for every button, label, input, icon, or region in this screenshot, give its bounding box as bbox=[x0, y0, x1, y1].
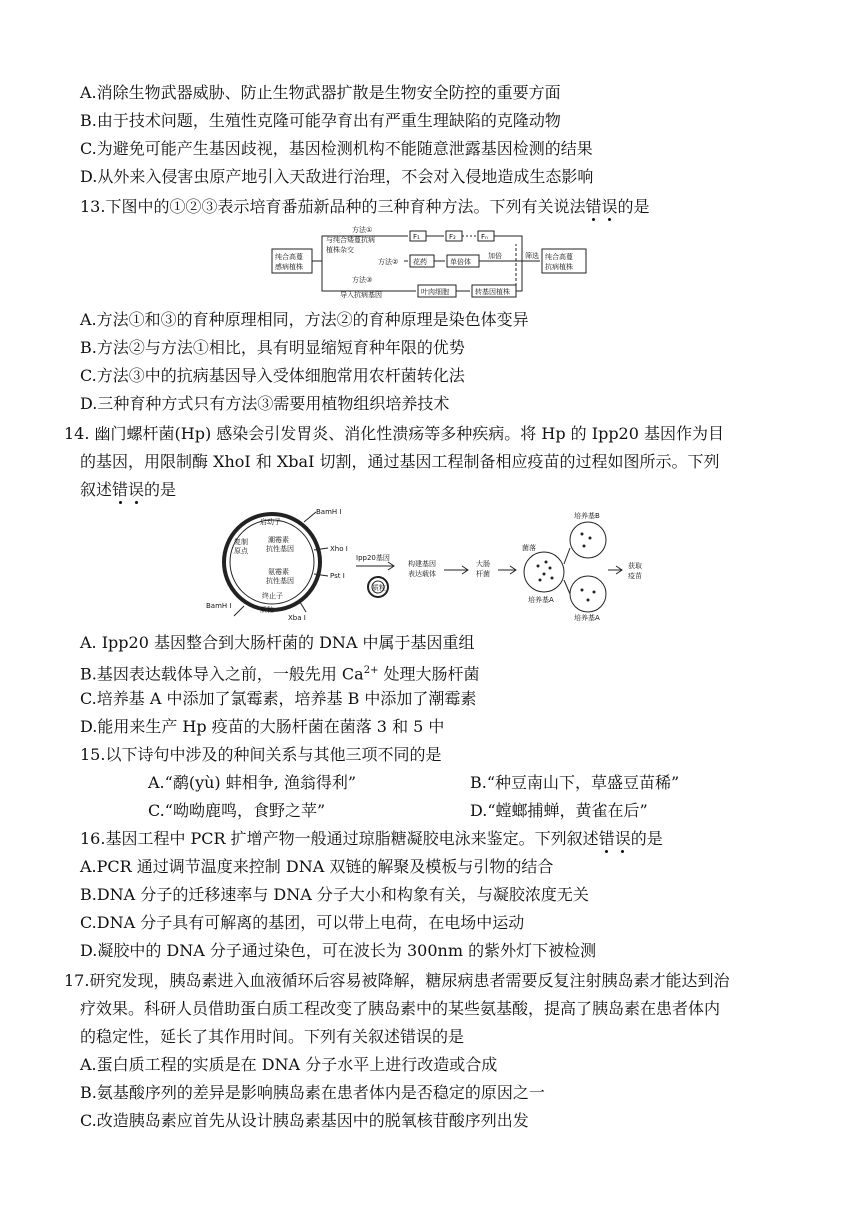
q14-fig-bamh1-bottom: BamH I bbox=[206, 602, 232, 610]
q14-stem-text: 叙述 bbox=[80, 480, 113, 499]
q16-stem-tail: 的是 bbox=[630, 829, 663, 848]
q13-option-b: B.方法②与方法①相比，具有明显缩短育种年限的优势 bbox=[80, 338, 465, 357]
q16-option-b: B.DNA 分子的迁移速率与 DNA 分子大小和构象有关，与凝胶浓度无关 bbox=[80, 885, 589, 904]
q13-fig-m1: 方法① bbox=[352, 226, 373, 234]
q13-fig-leaf: 叶肉细胞 bbox=[421, 288, 449, 296]
q13-fig-left-line2: 感病植株 bbox=[275, 263, 303, 271]
q14-option-d: D.能用来生产 Hp 疫苗的大肠杆菌在菌落 3 和 5 中 bbox=[80, 717, 445, 736]
q12-option-b: B.由于技术问题，生殖性克隆可能孕育出有严重生理缺陷的克隆动物 bbox=[80, 111, 561, 130]
q13-fig-fn: Fₙ bbox=[481, 233, 488, 241]
q14-fig-promoter: 启动子 bbox=[260, 518, 281, 526]
q13-fig-m1-line2: 与纯合矮蔓抗病 bbox=[326, 236, 375, 244]
q15-option-d: D.“螳螂捕蝉，黄雀在后” bbox=[470, 801, 648, 820]
q13-breeding-diagram bbox=[270, 222, 588, 300]
q14-option-b-tail: 处理大肠杆菌 bbox=[378, 664, 480, 684]
q13-stem-tail: 的是 bbox=[617, 197, 650, 216]
q14-fig-amp-line2: 抗性基因 bbox=[266, 577, 294, 585]
q13-fig-pollen: 花药 bbox=[413, 258, 427, 266]
q14-fig-ori-line1: 复制 bbox=[234, 538, 248, 546]
q14-fig-plasmid-label: 质粒 bbox=[260, 606, 274, 614]
q13-fig-f2: F₂ bbox=[449, 233, 456, 241]
q14-option-a: A. Ipp20 基因整合到大肠杆菌的 DNA 中属于基因重组 bbox=[80, 633, 475, 652]
q17-option-a: A.蛋白质工程的实质是在 DNA 分子水平上进行改造或合成 bbox=[80, 1055, 498, 1074]
q14-fig-construct-line1: 构建基因 bbox=[408, 560, 436, 568]
q13-fig-right-line2: 抗病植株 bbox=[545, 263, 573, 271]
q14-stem-emphasis bbox=[112, 480, 144, 499]
q16-stem bbox=[80, 828, 663, 850]
q14-fig-xho1: Xho I bbox=[330, 545, 348, 553]
q14-fig-pst1: Pst I bbox=[330, 572, 345, 580]
q16-stem-text: 16.基因工程中 PCR 扩增产物一般通过琼脂糖凝胶电泳来鉴定。下列叙述 bbox=[80, 829, 599, 848]
q13-stem bbox=[80, 196, 650, 218]
q13-option-d: D.三种育种方式只有方法③需要用植物组织培养技术 bbox=[80, 394, 450, 413]
q13-stem-emphasis bbox=[585, 197, 617, 216]
q14-fig-medium-a2: 培养基A bbox=[574, 614, 600, 622]
q14-stem-line3 bbox=[80, 479, 176, 501]
q13-fig-select: 筛选 bbox=[525, 252, 539, 260]
q14-fig-amp-line1: 氨霉素 bbox=[268, 568, 289, 576]
q16-option-c: C.DNA 分子具有可解离的基团，可以带上电荷，在电场中运动 bbox=[80, 913, 525, 932]
q14-fig-medium-a1: 培养基A bbox=[528, 596, 554, 604]
q13-fig-haploid: 单倍体 bbox=[450, 258, 471, 266]
q14-vaccine-diagram bbox=[204, 504, 666, 622]
emphasis-char: 错 bbox=[585, 197, 602, 216]
q14-fig-ecoli-line1: 大肠 bbox=[476, 560, 490, 568]
q17-stem-line2: 疗效果。科研人员借助蛋白质工程改变了胰岛素中的某些氨基酸，提高了胰岛素在患者体内 bbox=[80, 999, 721, 1018]
q14-option-b bbox=[80, 660, 480, 685]
q13-fig-double: 加倍 bbox=[488, 252, 502, 260]
q13-option-c: C.方法③中的抗病基因导入受体细胞常用农杆菌转化法 bbox=[80, 366, 465, 385]
q13-fig-m2: 方法② bbox=[378, 258, 399, 266]
q14-fig-ori-line2: 原点 bbox=[234, 547, 248, 555]
q14-option-b-superscript: 2+ bbox=[363, 665, 379, 676]
q14-option-c: C.培养基 A 中添加了氯霉素，培养基 B 中添加了潮霉素 bbox=[80, 689, 477, 708]
q14-fig-hyg-line1: 潮霉素 bbox=[268, 536, 289, 544]
q14-fig-colony: 菌落 bbox=[522, 544, 536, 552]
q15-option-b: B.“种豆南山下，草盛豆苗稀” bbox=[470, 773, 680, 792]
q12-option-c: C.为避免可能产生基因歧视，基因检测机构不能随意泄露基因检测的结果 bbox=[80, 139, 593, 158]
q14-fig-ecoli-line2: 杆菌 bbox=[476, 570, 490, 578]
q17-option-b: B.氨基酸序列的差异是影响胰岛素在患者体内是否稳定的原因之一 bbox=[80, 1083, 545, 1102]
q17-stem-line1: 17.研究发现，胰岛素进入血液循环后容易被降解，糖尿病患者需要反复注射胰岛素才能达到治 bbox=[64, 971, 730, 990]
q13-fig-right-line1: 纯合高蔓 bbox=[545, 253, 573, 261]
q14-fig-construct-line2: 表达载体 bbox=[408, 570, 436, 578]
q14-fig-vaccine-line1: 获取 bbox=[628, 562, 642, 570]
q13-fig-m3-line2: 导入抗病基因 bbox=[340, 291, 382, 299]
q16-stem-emphasis bbox=[599, 829, 631, 848]
q14-fig-hyg-line2: 抗性基因 bbox=[266, 545, 294, 553]
q13-fig-f1: F₁ bbox=[413, 233, 420, 241]
q12-option-a: A.消除生物武器威胁、防止生物武器扩散是生物安全防控的重要方面 bbox=[80, 83, 561, 102]
emphasis-char: 误 bbox=[601, 197, 618, 216]
q15-option-a: A.“鹬(yù) 蚌相争, 渔翁得利” bbox=[148, 773, 357, 792]
q16-option-a: A.PCR 通过调节温度来控制 DNA 双链的解聚及模板与引物的结合 bbox=[80, 857, 554, 876]
q15-stem: 15.以下诗句中涉及的种间关系与其他三项不同的是 bbox=[80, 745, 442, 764]
q14-stem-line2: 的基因，用限制酶 XhoI 和 XbaI 切割，通过基因工程制备相应疫苗的过程如图所示。下列 bbox=[80, 452, 720, 471]
q14-stem-tail: 的是 bbox=[144, 480, 177, 499]
q16-option-d: D.凝胶中的 DNA 分子通过染色，可在波长为 300nm 的紫外灯下被检测 bbox=[80, 941, 597, 960]
q14-fig-plasmid-small: 质粒 bbox=[372, 584, 386, 592]
q17-stem-line3: 的稳定性，延长了其作用时间。下列有关叙述错误的是 bbox=[80, 1027, 465, 1046]
q13-fig-m1-line3: 植株杂交 bbox=[326, 246, 354, 254]
q14-stem-line1: 14. 幽门螺杆菌(Hp) 感染会引发胃炎、消化性溃疡等多种疾病。将 Hp 的 Ipp20 基因作为目 bbox=[64, 424, 725, 443]
q14-fig-xba1: Xba I bbox=[288, 614, 306, 622]
q14-fig-vaccine-line2: 疫苗 bbox=[628, 572, 642, 580]
q13-fig-left-line1: 纯合高蔓 bbox=[275, 253, 303, 261]
q12-option-d: D.从外来入侵害虫原产地引入天敌进行治理，不会对入侵地造成生态影响 bbox=[80, 167, 594, 186]
emphasis-char: 误 bbox=[128, 480, 145, 499]
q15-option-c: C.“呦呦鹿鸣，食野之苹” bbox=[148, 801, 326, 820]
emphasis-char: 错 bbox=[112, 480, 129, 499]
emphasis-char: 误 bbox=[614, 829, 631, 848]
q14-fig-ipp20: Ipp20基因 bbox=[356, 554, 390, 562]
q13-fig-transgenic: 转基因植株 bbox=[475, 288, 510, 296]
q14-fig-medium-b: 培养基B bbox=[574, 512, 600, 520]
q13-option-a: A.方法①和③的育种原理相同，方法②的育种原理是染色体变异 bbox=[80, 310, 529, 329]
q14-fig-terminator: 终止子 bbox=[262, 592, 283, 600]
q14-fig-bamh1-top: BamH I bbox=[316, 508, 342, 516]
q13-fig-m3: 方法③ bbox=[352, 276, 373, 284]
q17-option-c: C.改造胰岛素应首先从设计胰岛素基因中的脱氧核苷酸序列出发 bbox=[80, 1111, 529, 1130]
q14-option-b-text: B.基因表达载体导入之前，一般先用 Ca bbox=[80, 664, 364, 684]
emphasis-char: 错 bbox=[598, 829, 615, 848]
q13-stem-text: 13.下图中的①②③表示培育番茄新品种的三种育种方法。下列有关说法 bbox=[80, 197, 586, 216]
